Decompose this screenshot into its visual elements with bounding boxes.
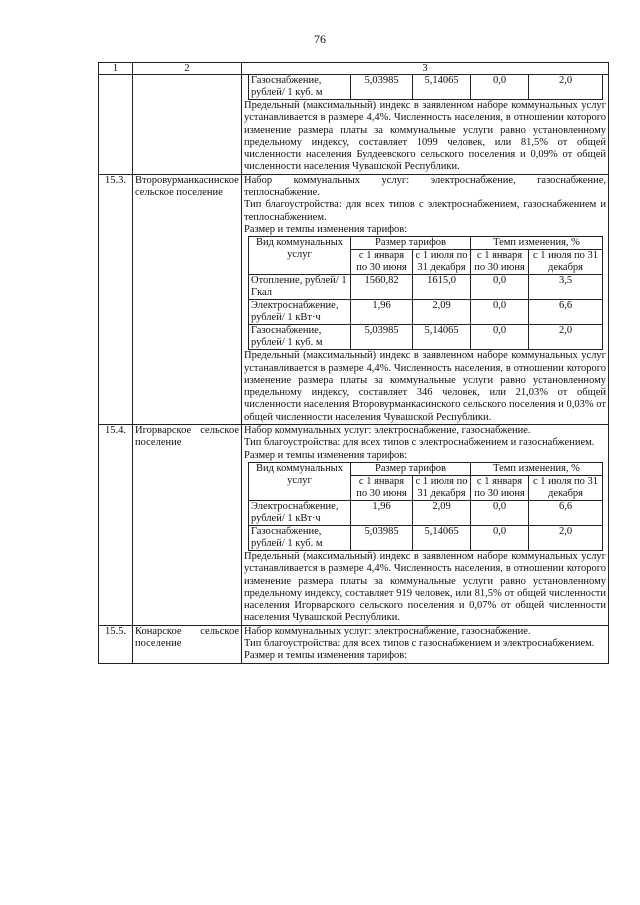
settlement-row: [99, 174, 609, 424]
tariff-change: 0,0: [471, 75, 529, 100]
settlement-row: [99, 625, 609, 663]
settlement-name-cell: [133, 75, 242, 175]
tariff-value: 1615,0: [413, 275, 471, 300]
tariff-period: с 1 января по 30 июня: [351, 475, 413, 500]
tariff-value: 5,03985: [351, 75, 413, 100]
tariff-rate-header: Темп изменения, %: [471, 237, 603, 250]
tariff-value: 1,96: [351, 300, 413, 325]
tariff-change: 3,5: [529, 275, 603, 300]
improvement-type-text: Тип благоустройства: для всех типов с газоснабжением и электроснабжением.: [244, 638, 595, 650]
tariff-service-header: Вид коммунальных услуг: [249, 462, 351, 500]
tariff-change: 2,0: [529, 75, 603, 100]
tariff-change: 6,6: [529, 500, 603, 525]
tariff-period: с 1 июля по 31 декабря: [529, 250, 603, 275]
column-number-2: 2: [133, 63, 242, 75]
row-content-cell: [242, 425, 609, 626]
tariff-period: с 1 июля по 31 декабря: [529, 475, 603, 500]
tariff-value: 2,09: [413, 500, 471, 525]
tariff-service: Электроснабжение, рублей/ 1 кВт·ч: [249, 500, 351, 525]
tariff-value: 5,14065: [413, 325, 471, 350]
settlement-row: [99, 425, 609, 626]
tariff-row: [249, 300, 603, 325]
tariff-change: 2,0: [529, 525, 603, 550]
row-number: 15.5.: [99, 625, 133, 663]
tariff-table: [248, 75, 603, 100]
tariff-table: [248, 462, 603, 551]
service-set-text: Набор коммунальных услуг: электроснабжение, газоснабжение, теплоснабжение.: [244, 174, 606, 199]
tariff-change: 0,0: [471, 300, 529, 325]
index-text: Предельный (максимальный) индекс в заявленном наборе коммунальных услуг устанавливается в размере 4,4%. Численность населения, в отношении которого изменение размера платы за коммунальные услуги равно установленному предельному индексу, составляет 919 человек, или 81,5% от общей численности населения Игорварского сельского поселения и 0,07% от общей численности населения Чувашской Республики.: [244, 550, 606, 624]
tariff-period: с 1 января по 30 июня: [471, 250, 529, 275]
tariff-rate-header: Темп изменения, %: [471, 462, 603, 475]
improvement-type-text: Тип благоустройства: для всех типов с электроснабжением и газоснабжением.: [244, 437, 595, 449]
tariff-index-table: [98, 62, 609, 664]
tariff-value: 5,03985: [351, 525, 413, 550]
improvement-type-text: Тип благоустройства: для всех типов с электроснабжением, газоснабжением и теплоснабжением.: [244, 199, 606, 223]
tariff-change: 0,0: [471, 325, 529, 350]
tariff-value: 1,96: [351, 500, 413, 525]
tariff-value: 5,14065: [413, 525, 471, 550]
index-text: Предельный (максимальный) индекс в заявленном наборе коммунальных услуг устанавливается в размере 4,4%. Численность населения, в отношении которого изменение размера платы за коммунальные услуги равно установленному предельному индексу, составляет 1099 человек, или 81,5% от общей численности населения Булдеевского сельского поселения и 0,09% от общей численности населения Чувашской Республики.: [244, 100, 606, 173]
service-set-text: Набор коммунальных услуг: электроснабжение, газоснабжение.: [244, 625, 531, 637]
tariff-service: Газоснабжение, рублей/ 1 куб. м: [249, 525, 351, 550]
tariff-change: 0,0: [471, 525, 529, 550]
tariff-service: Отопление, рублей/ 1 Гкал: [249, 275, 351, 300]
tariff-change: 2,0: [529, 325, 603, 350]
tariff-change: 0,0: [471, 500, 529, 525]
tariff-row: [249, 275, 603, 300]
tariff-service: Газоснабжение, рублей/ 1 куб. м: [249, 325, 351, 350]
tariff-period: с 1 января по 30 июня: [471, 475, 529, 500]
tariff-period: с 1 января по 30 июня: [351, 250, 413, 275]
continued-row: [99, 75, 609, 175]
tariff-size-header: Размер тарифов: [351, 237, 471, 250]
tariff-size-heading: Размер и темпы изменения тарифов:: [244, 449, 408, 461]
tariff-value: 5,03985: [351, 325, 413, 350]
row-number-cell: [99, 75, 133, 175]
tariff-value: 5,14065: [413, 75, 471, 100]
tariff-row: [249, 75, 603, 100]
tariff-service: Газоснабжение, рублей/ 1 куб. м: [249, 75, 351, 100]
service-set-text: Набор коммунальных услуг: электроснабжение, газоснабжение.: [244, 425, 531, 437]
row-content-cell: [242, 75, 609, 175]
row-number: 15.3.: [99, 174, 133, 424]
tariff-size-heading: Размер и темпы изменения тарифов:: [244, 650, 408, 662]
tariff-change: 0,0: [471, 275, 529, 300]
row-content-cell: [242, 174, 609, 424]
settlement-name: Конарское сельское поселение: [133, 625, 242, 663]
tariff-table: [248, 236, 603, 350]
column-number-1: 1: [99, 63, 133, 75]
settlement-name: Игорварское сельское поселение: [133, 425, 242, 626]
tariff-service-header: Вид коммунальных услуг: [249, 237, 351, 275]
tariff-row: [249, 525, 603, 550]
page-number: 76: [314, 32, 326, 46]
tariff-size-heading: Размер и темпы изменения тарифов:: [244, 223, 408, 235]
tariff-row: [249, 500, 603, 525]
tariff-period: с 1 июля по 31 декабря: [413, 475, 471, 500]
column-number-header: [99, 63, 609, 75]
tariff-service: Электроснабжение, рублей/ 1 кВт·ч: [249, 300, 351, 325]
row-number: 15.4.: [99, 425, 133, 626]
tariff-value: 2,09: [413, 300, 471, 325]
row-content-cell: [242, 625, 609, 663]
index-text: Предельный (максимальный) индекс в заявленном наборе коммунальных услуг устанавливается в размере 4,4%. Численность населения, в отношении которого изменение размера платы за коммунальные услуги равно установленному предельному индексу, составляет 346 человек, или 21,03% от общей численности населения Второвурманкасинского сельского поселения и 0,03% от общей численности населения Чувашской Республики.: [244, 350, 606, 423]
tariff-row: [249, 325, 603, 350]
tariff-header-row: [249, 237, 603, 250]
tariff-size-header: Размер тарифов: [351, 462, 471, 475]
settlement-name: Второвурманкасинское сельское поселение: [133, 174, 242, 424]
tariff-change: 6,6: [529, 300, 603, 325]
column-number-3: 3: [242, 63, 609, 75]
tariff-period: с 1 июля по 31 декабря: [413, 250, 471, 275]
tariff-header-row: [249, 462, 603, 475]
tariff-value: 1560,82: [351, 275, 413, 300]
